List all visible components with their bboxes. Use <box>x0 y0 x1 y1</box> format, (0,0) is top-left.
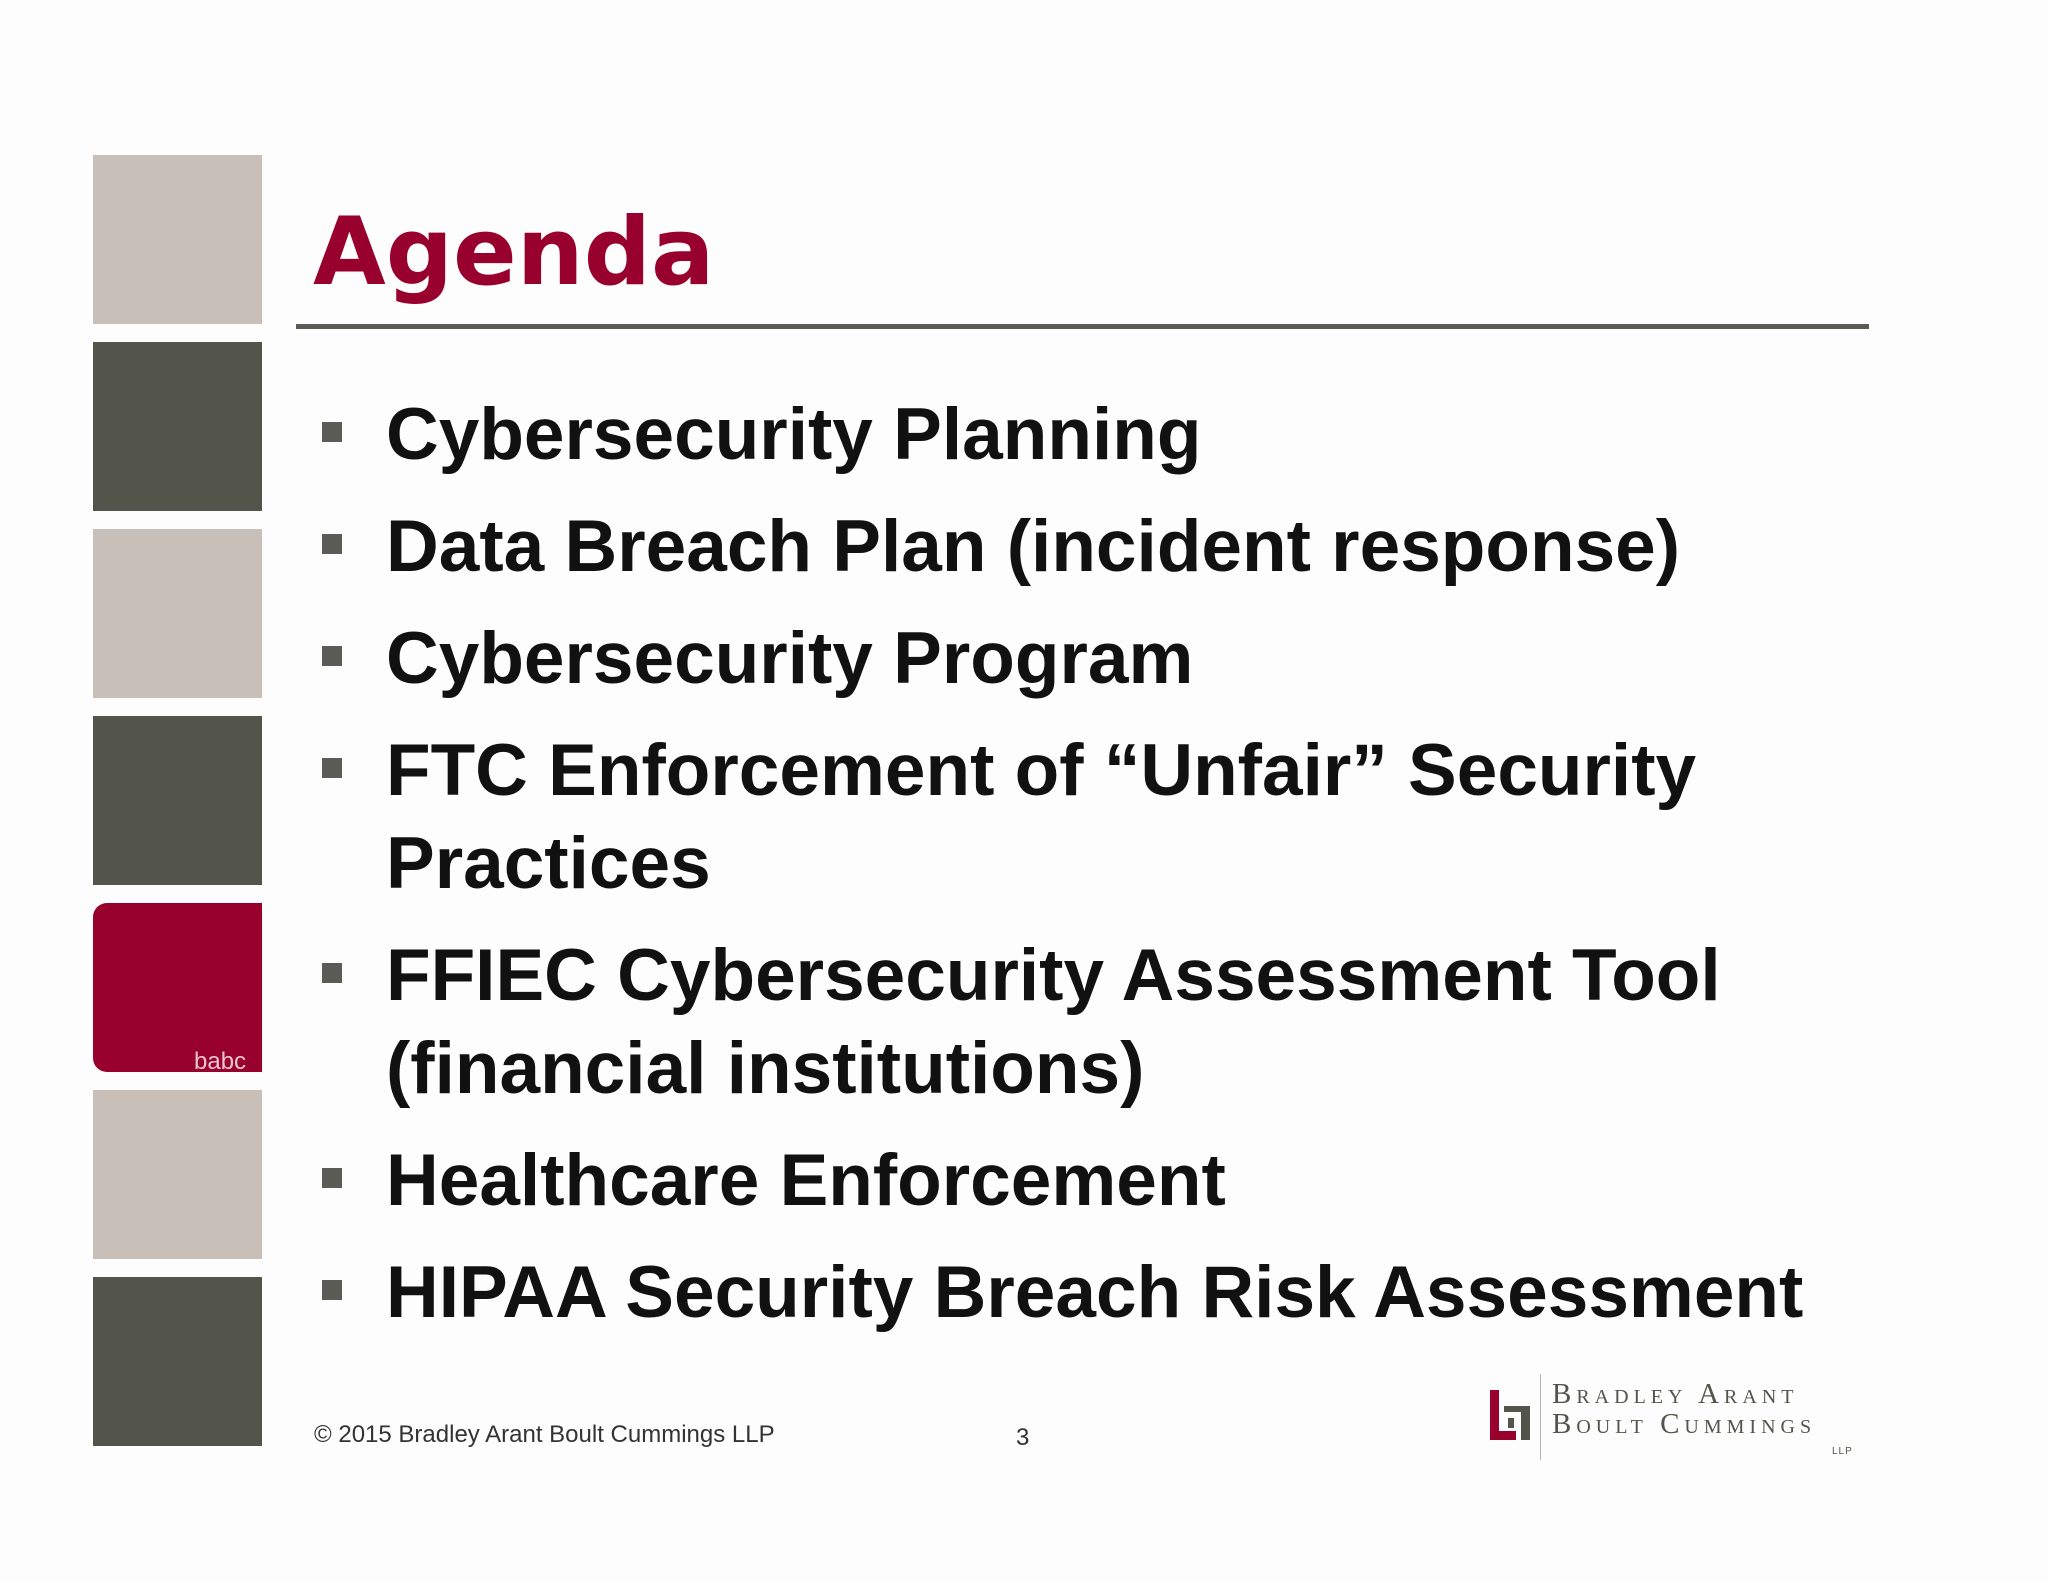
logo-line-2: Boult Cummings <box>1552 1408 1817 1440</box>
agenda-item-text: Healthcare Enforcement <box>386 1140 1226 1221</box>
decor-square-light <box>93 155 262 324</box>
agenda-item-text: HIPAA Security Breach Risk Assessment <box>386 1252 1804 1333</box>
slide-title: Agenda <box>313 198 715 307</box>
logo-suffix: LLP <box>1832 1446 1853 1457</box>
title-rule <box>296 324 1869 329</box>
agenda-item <box>318 1134 1878 1227</box>
decor-square-light <box>93 529 262 698</box>
page-number: 3 <box>1016 1424 1030 1451</box>
decor-square-dark <box>93 1277 262 1446</box>
agenda-item <box>318 612 1878 705</box>
logo-line-1: Bradley Arant <box>1552 1378 1799 1410</box>
side-tag: babc <box>194 1048 247 1072</box>
decor-square-dark <box>93 342 262 511</box>
decor-square-brand <box>93 903 262 1072</box>
agenda-item-text: FTC Enforcement of “Unfair” Security Practices <box>386 730 1697 904</box>
agenda-item-text: FFIEC Cybersecurity Assessment Tool (financial institutions) <box>386 935 1721 1109</box>
decor-square-dark <box>93 716 262 885</box>
square-bullet-icon <box>322 963 342 983</box>
firm-monogram-icon <box>1490 1390 1530 1440</box>
square-bullet-icon <box>322 534 342 554</box>
agenda-item-text: Data Breach Plan (incident response) <box>386 506 1681 587</box>
logo-divider <box>1540 1374 1541 1460</box>
square-bullet-icon <box>322 422 342 442</box>
square-bullet-icon <box>322 1168 342 1188</box>
decor-square-light <box>93 1090 262 1259</box>
square-bullet-icon <box>322 646 342 666</box>
agenda-item <box>318 1246 1878 1339</box>
agenda-item-text: Cybersecurity Program <box>386 618 1194 699</box>
agenda-item <box>318 724 1878 910</box>
firm-logo <box>1490 1370 1870 1460</box>
square-bullet-icon <box>322 1280 342 1300</box>
footer-copyright: © 2015 Bradley Arant Boult Cummings LLP <box>314 1421 775 1448</box>
square-bullet-icon <box>322 758 342 778</box>
agenda-item <box>318 388 1878 481</box>
agenda-item <box>318 500 1878 593</box>
agenda-item <box>318 929 1878 1115</box>
agenda-list <box>318 388 1878 1358</box>
agenda-item-text: Cybersecurity Planning <box>386 394 1202 475</box>
